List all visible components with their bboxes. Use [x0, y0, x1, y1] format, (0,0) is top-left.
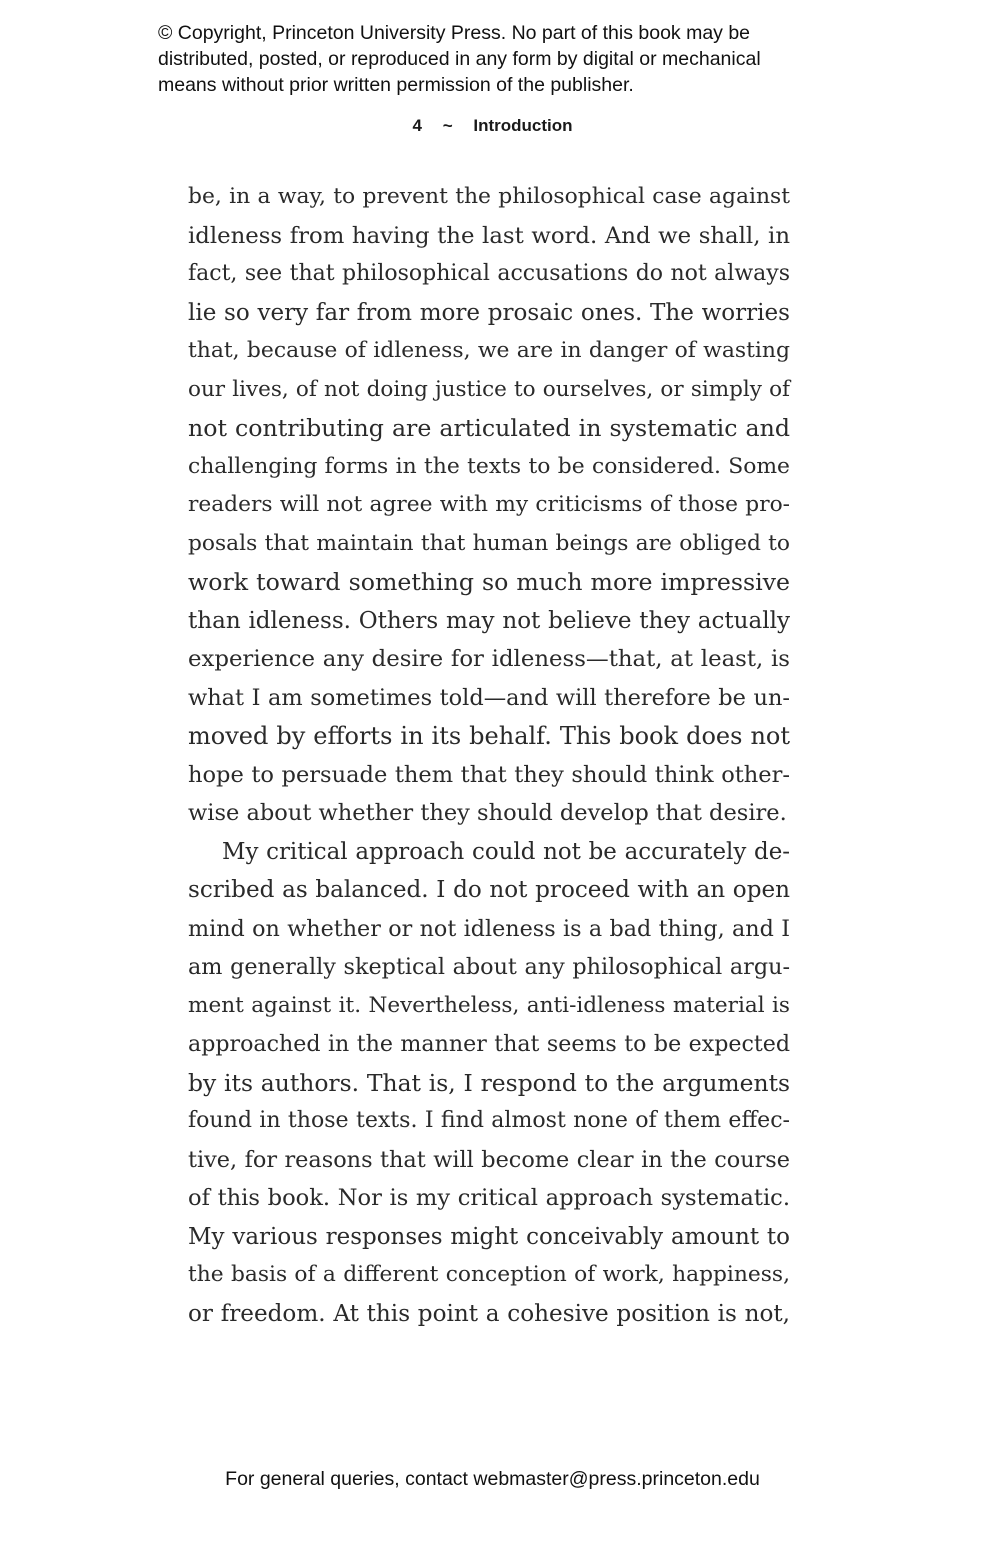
copyright-line: means without prior written permission of the publisher.	[158, 74, 634, 96]
copyright-line: © Copyright, Princeton University Press. No part of this book may be	[158, 22, 751, 44]
text-line: or freedom. At this point a cohesive position is not,	[188, 1300, 790, 1327]
body-text	[188, 178, 790, 1333]
copyright-notice	[158, 20, 858, 98]
text-line: the basis of a different conception of work, happiness,	[188, 1262, 790, 1287]
text-line: challenging forms in the texts to be considered. Some	[188, 453, 790, 479]
text-line: readers will not agree with my criticisms of those pro-	[188, 492, 790, 517]
text-line: than idleness. Others may not believe they actually	[188, 607, 790, 634]
text-line: found in those texts. I find almost none of them effec-	[188, 1108, 790, 1133]
text-line: posals that maintain that human beings are obliged to	[188, 530, 790, 556]
running-head	[0, 116, 985, 136]
text-line: work toward something so much more impressive	[188, 568, 790, 596]
text-line: not contributing are articulated in systematic and	[188, 414, 790, 442]
text-line: lie so very far from more prosaic ones. The worries	[188, 299, 790, 326]
text-line: idleness from having the last word. And we shall, in	[188, 222, 790, 249]
section-title: Introduction	[473, 116, 573, 135]
paragraph-first-line: My critical approach could not be accurately de-	[222, 838, 790, 865]
page-number: 4	[412, 116, 422, 135]
text-line: tive, for reasons that will become clear in the course	[188, 1146, 790, 1173]
text-line: by its authors. That is, I respond to the arguments	[188, 1068, 790, 1097]
copyright-line: distributed, posted, or reproduced in any form by digital or mechanical	[158, 48, 761, 70]
text-line: scribed as balanced. I do not proceed with an open	[188, 877, 790, 903]
text-line: hope to persuade them that they should think other-	[188, 761, 790, 788]
text-line: moved by efforts in its behalf. This book does not	[188, 722, 790, 750]
text-line: mind on whether or not idleness is a bad thing, and I	[188, 915, 790, 942]
text-line: be, in a way, to prevent the philosophical case against	[188, 184, 790, 209]
paragraph-last-line: wise about whether they should develop that desire.	[188, 800, 787, 826]
text-line: approached in the manner that seems to be expected	[188, 1031, 790, 1057]
text-line: that, because of idleness, we are in danger of wasting	[188, 338, 790, 363]
text-line: of this book. Nor is my critical approach systematic.	[188, 1185, 790, 1211]
text-line: experience any desire for idleness—that, at least, is	[188, 646, 790, 672]
text-line: am generally skeptical about any philosophical argu-	[188, 954, 790, 980]
text-line: what I am sometimes told—and will therefore be un-	[188, 684, 790, 711]
running-head-separator: ~	[442, 116, 453, 135]
text-line: fact, see that philosophical accusations do not always	[188, 261, 790, 286]
text-line: My various responses might conceivably amount to	[188, 1223, 790, 1250]
text-line: our lives, of not doing justice to ourselves, or simply of	[188, 376, 790, 402]
text-line: ment against it. Nevertheless, anti-idleness material is	[188, 992, 790, 1018]
footer-contact: For general queries, contact webmaster@press.princeton.edu	[225, 1468, 760, 1490]
